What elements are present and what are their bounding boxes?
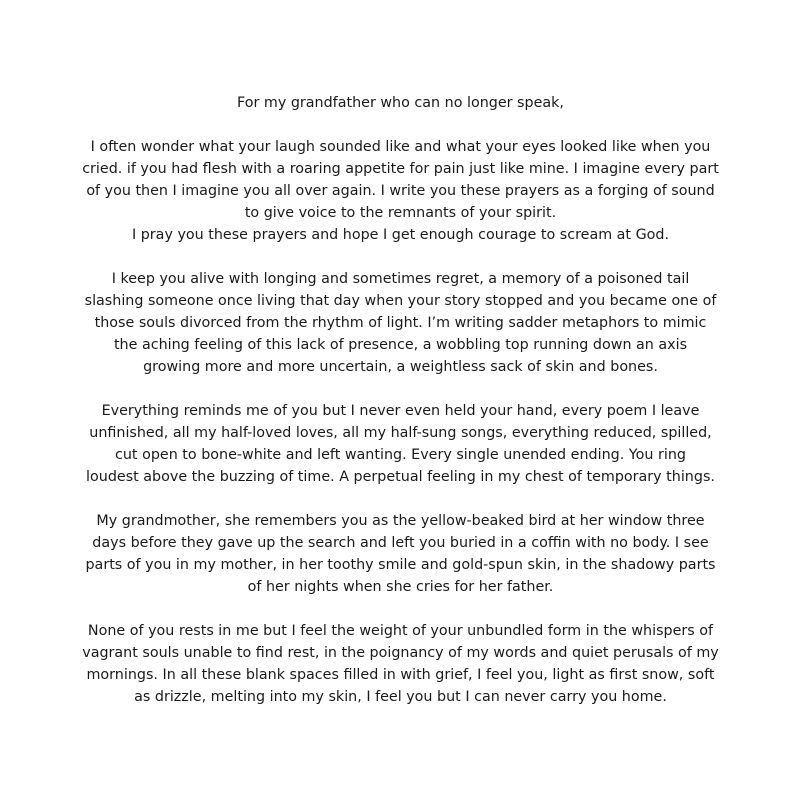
dedication-stanza (0, 92, 801, 114)
poem-line: I keep you alive with longing and sometimes regret, a memory of a poisoned tail (111, 271, 690, 287)
poem-line: None of you rests in me but I feel the weight of your unbundled form in the whispers of (87, 623, 714, 639)
poem-line: Everything reminds me of you but I never even held your hand, every poem I leave (101, 403, 700, 419)
stanza-2 (0, 268, 801, 378)
poem-line: of her nights when she cries for her father. (247, 579, 554, 595)
poem-line: I often wonder what your laugh sounded like and what your eyes looked like when you (90, 139, 711, 155)
poem-line: mornings. In all these blank spaces filled in with grief, I feel you, light as first snow, soft (86, 667, 715, 683)
poem-line: slashing someone once living that day when your story stopped and you became one of (84, 293, 717, 309)
dedication-line: For my grandfather who can no longer speak, (237, 95, 564, 111)
poem-line: cried. if you had flesh with a roaring appetite for pain just like mine. I imagine every part (82, 161, 719, 177)
poem-line: vagrant souls unable to find rest, in the poignancy of my words and quiet perusals of my (82, 645, 719, 661)
poem-text (0, 92, 801, 708)
poem-line: of you then I imagine you all over again. I write you these prayers as a forging of sound (86, 183, 715, 199)
stanza-3 (0, 400, 801, 488)
poem-line: to give voice to the remnants of your spirit. (244, 205, 557, 221)
poem-line: My grandmother, she remembers you as the yellow-beaked bird at her window three (96, 513, 705, 529)
poem-line: growing more and more uncertain, a weightless sack of skin and bones. (143, 359, 658, 375)
poem-line: as drizzle, melting into my skin, I feel you but I can never carry you home. (134, 689, 667, 705)
poem-line: unfinished, all my half-loved loves, all my half-sung songs, everything reduced, spilled, (89, 425, 712, 441)
stanza-5 (0, 620, 801, 708)
poem-line: those souls divorced from the rhythm of light. I’m writing sadder metaphors to mimic (94, 315, 707, 331)
poem-line: the aching feeling of this lack of presence, a wobbling top running down an axis (113, 337, 688, 353)
poem-line: days before they gave up the search and left you buried in a coffin with no body. I see (92, 535, 709, 551)
stanza-1 (0, 136, 801, 246)
stanza-4 (0, 510, 801, 598)
poem-line: parts of you in my mother, in her toothy smile and gold-spun skin, in the shadowy parts (85, 557, 716, 573)
poem-line: loudest above the buzzing of time. A perpetual feeling in my chest of temporary things. (86, 469, 715, 485)
poem-line: I pray you these prayers and hope I get enough courage to scream at God. (131, 227, 670, 243)
poem-line: cut open to bone-white and left wanting. Every single unended ending. You ring (115, 447, 686, 463)
